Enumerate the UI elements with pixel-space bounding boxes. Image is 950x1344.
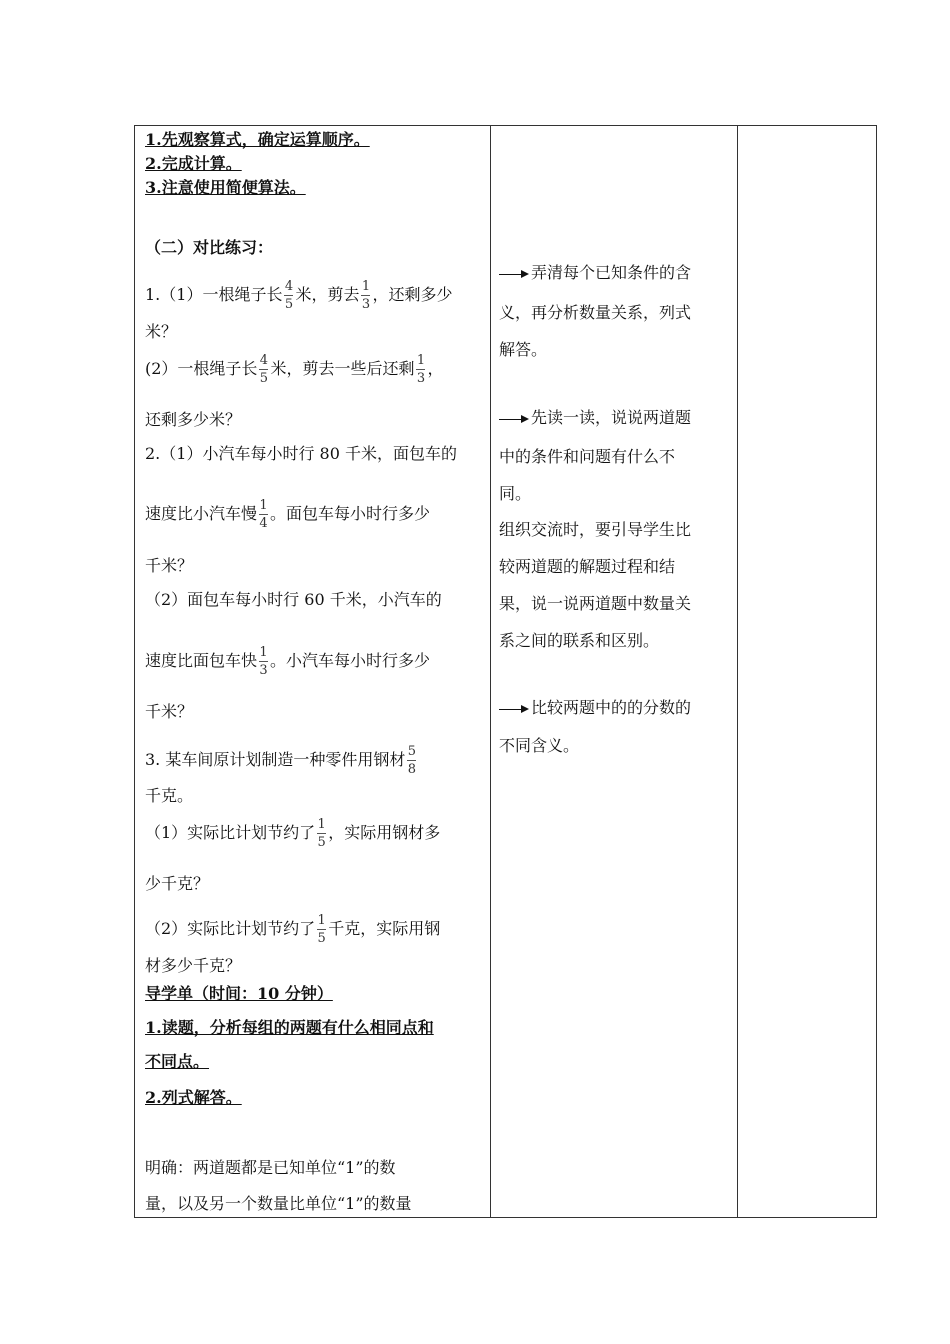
note-1-line-2: 义，再分析数量关系，列式 bbox=[499, 303, 692, 322]
guide-step-1: 1.读题，分析每组的两题有什么相同点和 bbox=[145, 1018, 434, 1037]
fraction-5-8: $\frac{5}{8}$ bbox=[407, 744, 416, 777]
note-3-line-3: 果，说一说两道题中数量关 bbox=[499, 594, 692, 613]
column-divider bbox=[737, 126, 738, 1217]
fraction-1-4: $\frac{1}{4}$ bbox=[259, 498, 268, 531]
question-1b: (2）一根绳子长 $\frac{4}{5}$ 米，剪去一些后还剩 $\frac{1}{3}$ ， bbox=[145, 353, 444, 386]
question-2b: （2）面包车每小时行 60 千米，小汽车的 bbox=[145, 590, 442, 609]
guide-title: 导学单（时间：10 分钟） bbox=[145, 984, 333, 1003]
fraction-1-5: $\frac{1}{5}$ bbox=[317, 913, 326, 946]
clarification-line-1: 明确：两道题都是已知单位“1”的数 bbox=[145, 1158, 396, 1177]
note-3-line-1: 组织交流时，要引导学生比 bbox=[499, 520, 692, 539]
question-2b-line2: 速度比面包车快 $\frac{1}{3}$ 。小汽车每小时行多少 bbox=[145, 645, 431, 678]
note-3-line-2: 较两道题的解题过程和结 bbox=[499, 557, 676, 576]
note-2-line-3: 同。 bbox=[499, 484, 532, 503]
clarification-line-2: 量，以及另一个数量比单位“1”的数量 bbox=[145, 1194, 412, 1213]
note-2-line-1: 先读一读，说说两道题 bbox=[499, 408, 691, 428]
note-4-line-1: 比较两题中的的分数的 bbox=[499, 698, 691, 718]
question-1a: 1.（1）一根绳子长 $\frac{4}{5}$ 米，剪去 $\frac{1}{3}$ ，还剩多少 bbox=[145, 279, 453, 312]
column-divider bbox=[490, 126, 491, 1217]
question-2b-end: 千米？ bbox=[145, 702, 194, 721]
arrow-icon bbox=[499, 704, 529, 714]
arrow-icon bbox=[499, 414, 529, 424]
fraction-1-5: $\frac{1}{5}$ bbox=[317, 817, 326, 850]
fraction-1-3: $\frac{1}{3}$ bbox=[416, 353, 426, 386]
step-3: 3.注意使用简便算法。 bbox=[145, 178, 306, 197]
question-2a-line2: 速度比小汽车慢 $\frac{1}{4}$ 。面包车每小时行多少 bbox=[145, 498, 431, 531]
step-2: 2.完成计算。 bbox=[145, 154, 242, 173]
question-2a: 2.（1）小汽车每小时行 80 千米，面包车的 bbox=[145, 444, 457, 463]
note-1-line-1: 弄清每个已知条件的含 bbox=[499, 263, 691, 283]
question-3-end: 千克。 bbox=[145, 786, 194, 805]
question-3b-end: 材多少千克？ bbox=[145, 956, 242, 975]
question-3: 3. 某车间原计划制造一种零件用钢材 $\frac{5}{8}$ bbox=[145, 744, 416, 777]
note-2-line-2: 中的条件和问题有什么不 bbox=[499, 447, 676, 466]
section-heading: （二）对比练习： bbox=[145, 238, 274, 257]
fraction-4-5: $\frac{4}{5}$ bbox=[284, 279, 294, 312]
fraction-1-3: $\frac{1}{3}$ bbox=[361, 279, 371, 312]
question-1a-end: 米？ bbox=[145, 322, 178, 341]
question-2a-end: 千米？ bbox=[145, 556, 194, 575]
arrow-icon bbox=[499, 269, 529, 279]
lesson-table bbox=[134, 125, 877, 1218]
question-3a: （1）实际比计划节约了 $\frac{1}{5}$ ，实际用钢材多 bbox=[145, 817, 441, 850]
fraction-1-3: $\frac{1}{3}$ bbox=[259, 645, 268, 678]
note-1-line-3: 解答。 bbox=[499, 340, 548, 359]
guide-step-1-cont: 不同点。 bbox=[145, 1052, 210, 1071]
note-4-line-2: 不同含义。 bbox=[499, 736, 580, 755]
exercise-column bbox=[145, 126, 485, 1217]
teaching-notes-column bbox=[499, 126, 731, 1217]
q1a-text: 1.（1）一根绳子长 bbox=[145, 285, 283, 304]
step-1: 1.先观察算式，确定运算顺序。 bbox=[145, 130, 370, 149]
fraction-4-5: $\frac{4}{5}$ bbox=[259, 353, 269, 386]
question-1b-end: 还剩多少米？ bbox=[145, 410, 242, 429]
question-3b: （2）实际比计划节约了 $\frac{1}{5}$ 千克，实际用钢 bbox=[145, 913, 441, 946]
guide-step-2: 2.列式解答。 bbox=[145, 1088, 242, 1107]
note-3-line-4: 系之间的联系和区别。 bbox=[499, 631, 660, 650]
question-3a-end: 少千克？ bbox=[145, 874, 210, 893]
